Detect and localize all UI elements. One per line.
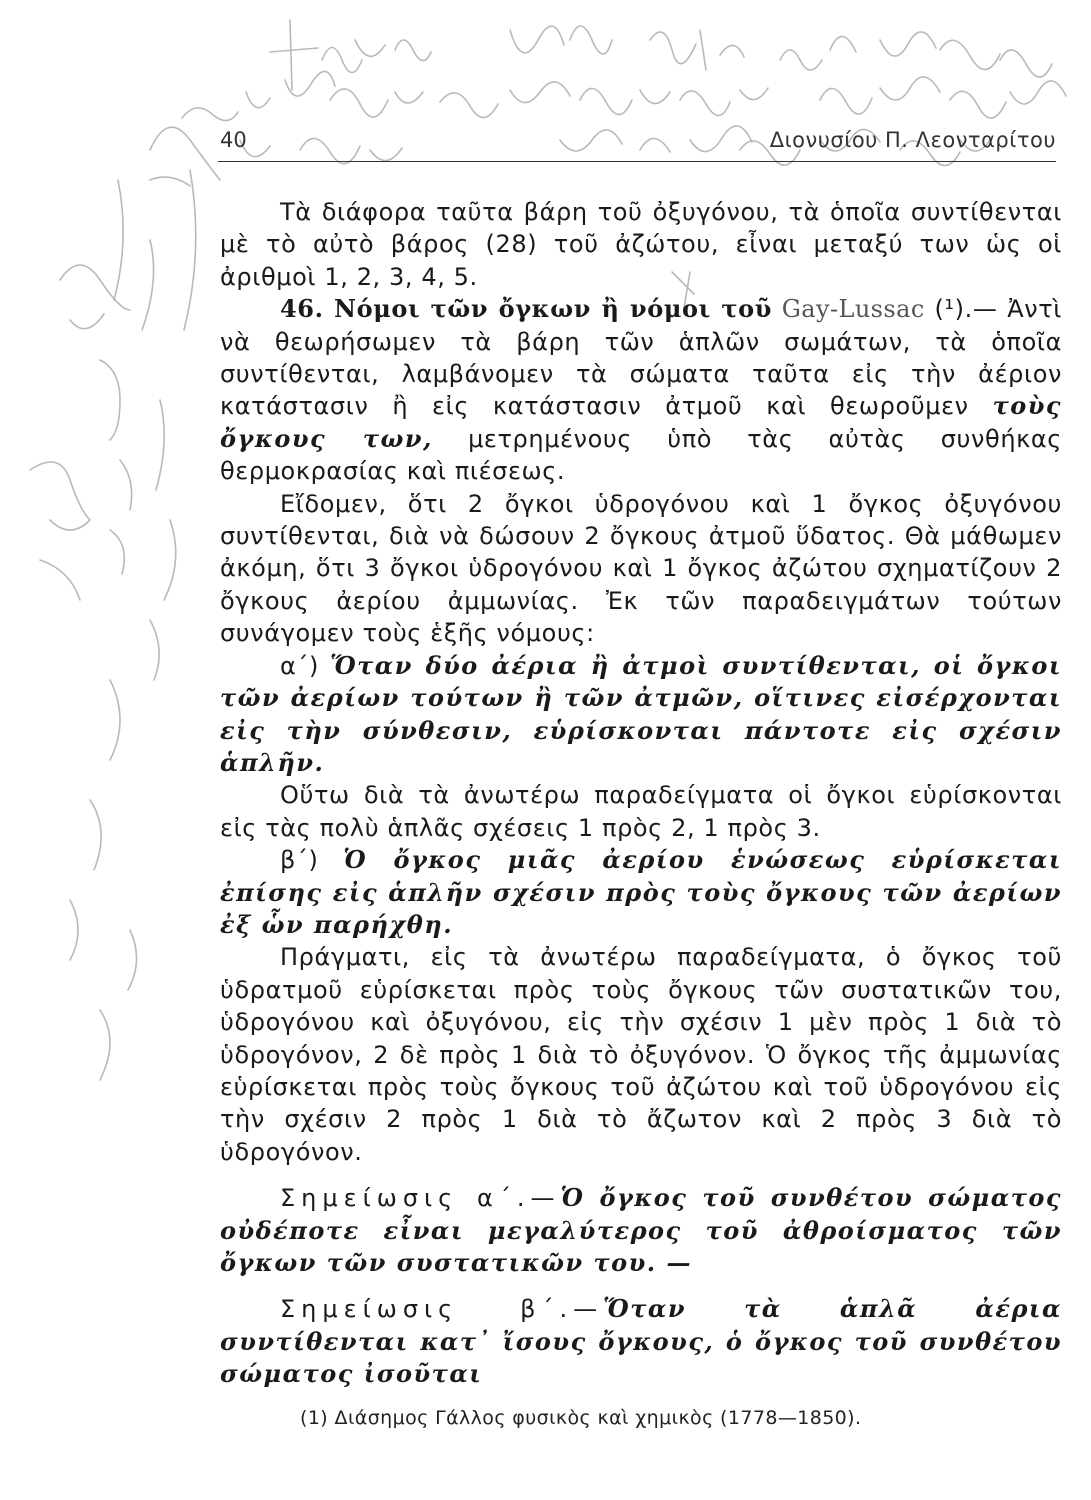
law-b [220, 844, 1062, 941]
paragraph-4: Οὕτω διὰ τὰ ἀνωτέρω παραδείγματα οἱ ὄγκοι εὑρίσκονται εἰς τὰς πολὺ ἁπλᾶς σχέσεις 1 πρὸς 2, 1 πρὸς 3. [220, 781, 1062, 842]
paragraph-2-start: — Ἀντὶ νὰ θεωρήσωμεν τὰ βάρη τῶν ἁπλῶν σωμάτων, τὰ ὁποῖα συντίθενται, λαμβάνομεν τὰ σώματα ταῦτα εἰς τὴν ἀέριον κατάστασιν ἢ εἰς κατάστασιν ἀτμοῦ καὶ θεωροῦμεν [220, 295, 1063, 421]
note-b [220, 1293, 1062, 1390]
page-header [218, 128, 1056, 160]
note-a-text: Ὁ ὄγκος τοῦ συνθέτου σώματος οὐδέποτε εἶναι μεγαλύτερος τοῦ ἀθροίσματος τῶν ὄγκων τῶν συστατικῶν του. — [220, 1183, 1062, 1277]
section-name: Gay-Lussac [781, 295, 925, 324]
note-b-text: Ὅταν τὰ ἁπλᾶ ἀέρια συντίθενται κατ᾽ ἴσους ὄγκους, ὁ ὄγκος τοῦ συνθέτου σώματος ἰσοῦται [220, 1294, 1062, 1389]
law-b-label: β΄) [280, 846, 319, 875]
paragraph-2-bold: τοὺς ὄγκους των, [220, 391, 1062, 453]
paragraph-1: Τὰ διάφορα ταῦτα βάρη τοῦ ὀξυγόνου, τὰ ὁποῖα συντίθενται μὲ τὸ αὐτὸ βάρος (28) τοῦ ἀζώτου, εἶναι μεταξύ των ὡς οἱ ἀριθμοὶ 1, 2, 3, 4, 5. [220, 198, 1062, 291]
law-a-label: α΄) [280, 651, 319, 680]
paragraph-3: Εἴδομεν, ὅτι 2 ὄγκοι ὑδρογόνου καὶ 1 ὄγκος ὀξυγόνου συντίθενται, διὰ νὰ δώσουν 2 ὄγκους ἀτμοῦ ὕδατος. Θὰ μάθωμεν ἀκόμη, ὅτι 3 ὄγκοι ὑδρογόνου καὶ 1 ὄγκος ἀζώτου σχηματίζουν 2 ὄγκους ἀερίου ἀμμωνίας. Ἐκ τῶν παραδειγμάτων τούτων συνάγομεν τοὺς ἑξῆς νόμους: [220, 489, 1062, 648]
paragraph-2-end: μετρημένους ὑπὸ τὰς αὐτὰς συνθήκας θερμοκρασίας καὶ πιέσεως. [220, 424, 1062, 486]
section-46 [220, 293, 1062, 487]
law-a [220, 650, 1062, 780]
footnote: (1) Διάσημος Γάλλος φυσικὸς καὶ χημικὸς (1778—1850). [300, 1407, 862, 1429]
page-number: 40 [220, 128, 247, 152]
footnote-ref: (¹). [934, 295, 973, 324]
main-text [220, 196, 1062, 1391]
note-a-label: Σημείωσις α΄.— [280, 1184, 561, 1213]
section-heading: 46. Νόμοι τῶν ὄγκων ἢ νόμοι τοῦ [280, 294, 772, 324]
note-b-label: Σημείωσις β΄.— [280, 1295, 604, 1324]
law-b-text: Ὁ ὄγκος μιᾶς ἀερίου ἑνώσεως εὑρίσκεται ἐπίσης εἰς ἁπλῆν σχέσιν πρὸς τοὺς ὄγκους τῶν ἀερίων ἐξ ὧν παρήχθη. [220, 845, 1062, 939]
header-rule [218, 161, 1056, 162]
law-a-text: Ὅταν δύο ἀέρια ἢ ἀτμοὶ συντίθενται, οἱ ὄγκοι τῶν ἀερίων τούτων ἢ τῶν ἀτμῶν, οἵτινες εἰσέρχονται εἰς τὴν σύνθεσιν, εὑρίσκονται πάντοτε εἰς σχέσιν ἁπλῆν. [220, 650, 1062, 777]
note-a [220, 1182, 1062, 1279]
running-title: Διονυσίου Π. Λεονταρίτου [769, 128, 1056, 152]
paragraph-5: Πράγματι, εἰς τὰ ἀνωτέρω παραδείγματα, ὁ ὄγκος τοῦ ὑδρατμοῦ εὑρίσκεται πρὸς τοὺς ὄγκους τῶν συστατικῶν του, ὑδρογόνου καὶ ὀξυγόνου, εἰς τὴν σχέσιν 1 μὲν πρὸς 1 διὰ τὸ ὑδρογόνον, 2 δὲ πρὸς 1 διὰ τὸ ὀξυγόνον. Ὁ ὄγκος τῆς ἀμμωνίας εὑρίσκεται πρὸς τοὺς ὄγκους τοῦ ἀζώτου καὶ τοῦ ὑδρογόνου εἰς τὴν σχέσιν 2 πρὸς 1 διὰ τὸ ἄζωτον καὶ 2 πρὸς 3 διὰ τὸ ὑδρογόνον. [220, 943, 1062, 1166]
